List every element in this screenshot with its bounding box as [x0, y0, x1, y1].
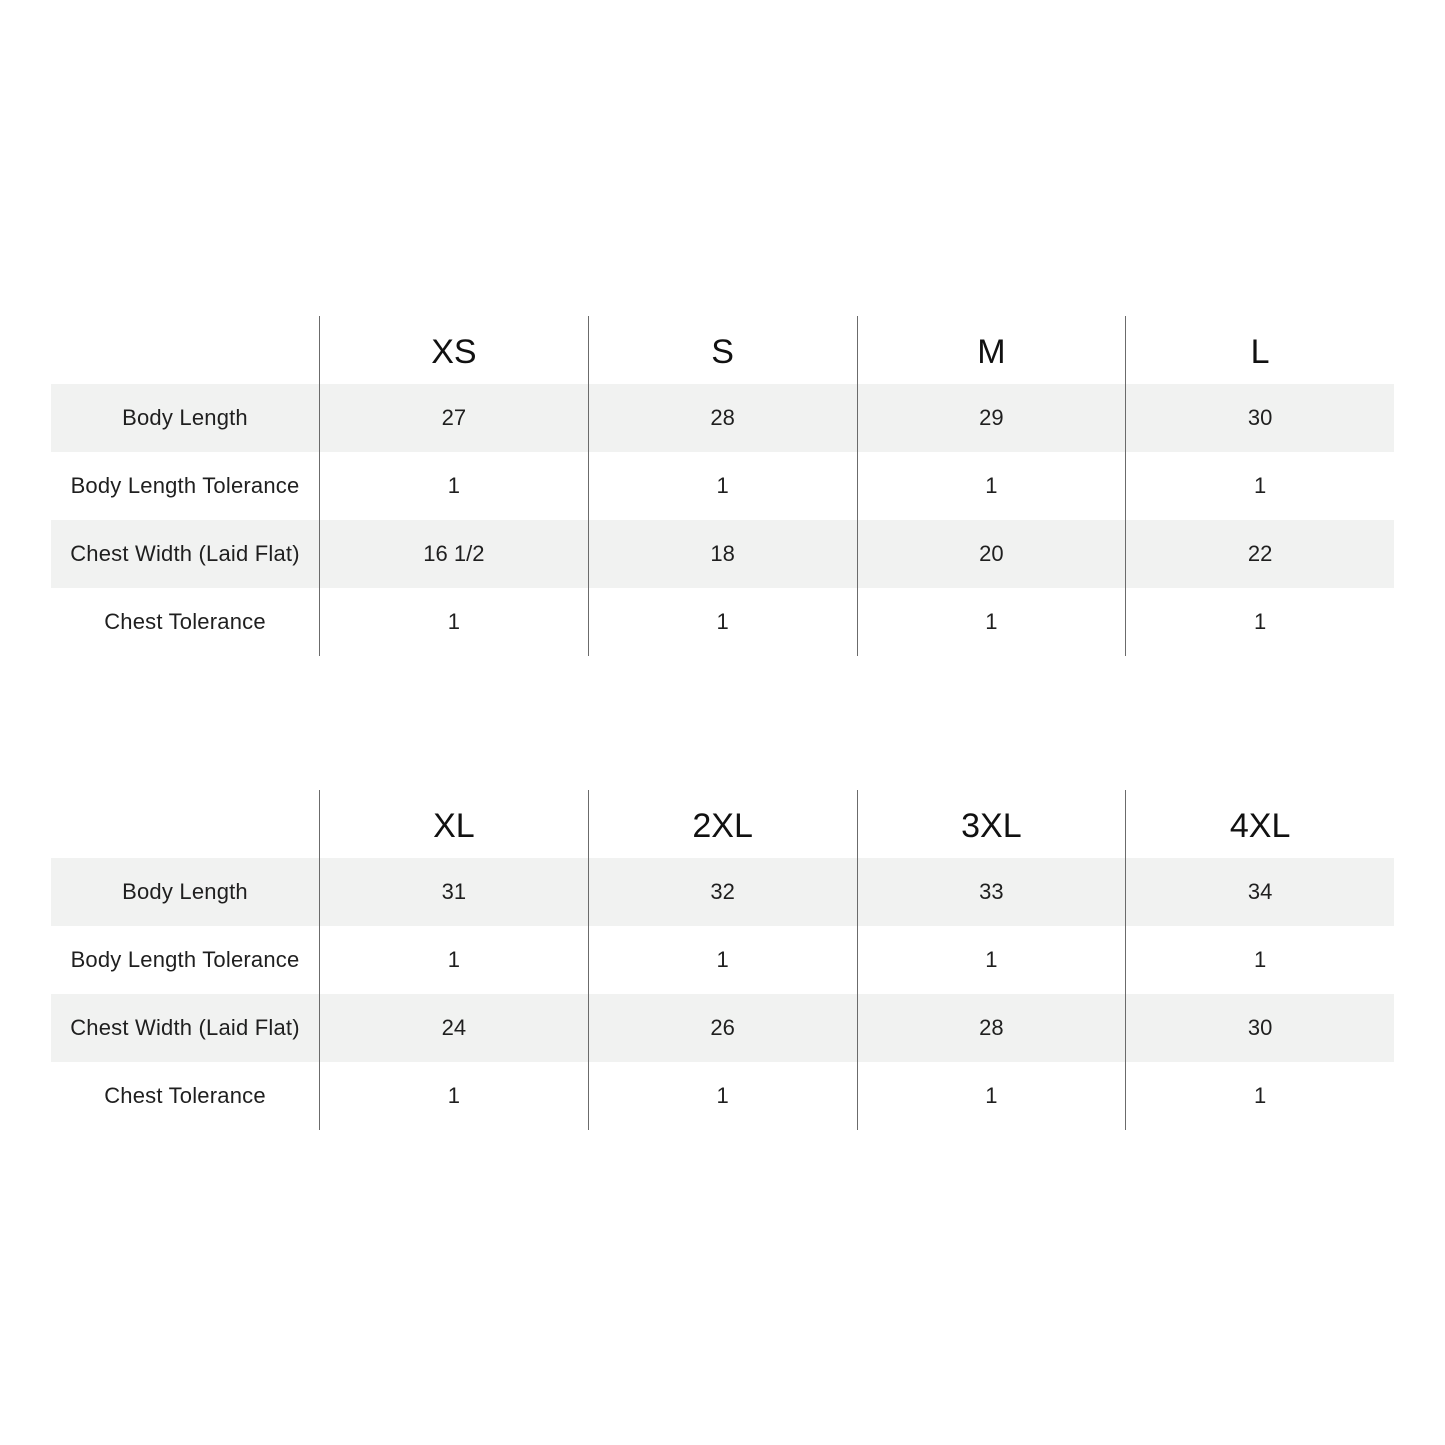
table-row-chest-width	[51, 520, 1394, 588]
table-cell: 1	[319, 1062, 588, 1130]
row-label: Chest Width (Laid Flat)	[70, 1015, 300, 1040]
size-header-row	[51, 316, 1394, 384]
table-cell: 18	[588, 520, 857, 588]
row-label: Body Length	[122, 405, 248, 430]
size-chart-table-1	[51, 316, 1394, 656]
size-header-xl: XL	[319, 790, 588, 858]
size-header-row	[51, 790, 1394, 858]
size-header-2xl: 2XL	[588, 790, 857, 858]
table-cell: 1	[857, 452, 1126, 520]
table-cell: 1	[1125, 926, 1394, 994]
table-cell: 1	[588, 926, 857, 994]
size-header-m: M	[857, 316, 1126, 384]
size-header-s: S	[588, 316, 857, 384]
table-cell: 31	[319, 858, 588, 926]
table-cell: 1	[1125, 588, 1394, 656]
row-label: Body Length	[122, 879, 248, 904]
table-row-chest-tolerance	[51, 588, 1394, 656]
table-cell: 1	[319, 926, 588, 994]
table-cell: 24	[319, 994, 588, 1062]
table-cell: 1	[1125, 452, 1394, 520]
table-cell: 30	[1125, 384, 1394, 452]
size-header-3xl: 3XL	[857, 790, 1126, 858]
table-cell: 1	[588, 452, 857, 520]
table-cell: 1	[857, 588, 1126, 656]
table-row-chest-tolerance	[51, 1062, 1394, 1130]
size-chart-table-2	[51, 790, 1394, 1130]
header-empty-cell	[51, 790, 319, 858]
table-cell: 1	[588, 588, 857, 656]
table-cell: 33	[857, 858, 1126, 926]
table-row-body-length	[51, 384, 1394, 452]
header-empty-cell	[51, 316, 319, 384]
table-cell: 1	[588, 1062, 857, 1130]
table-cell: 1	[857, 1062, 1126, 1130]
row-label: Chest Width (Laid Flat)	[70, 541, 300, 566]
table-cell: 1	[857, 926, 1126, 994]
row-label: Chest Tolerance	[104, 1083, 266, 1108]
table-cell: 30	[1125, 994, 1394, 1062]
table-cell: 20	[857, 520, 1126, 588]
table-cell: 16 1/2	[319, 520, 588, 588]
table-cell: 1	[319, 588, 588, 656]
table-cell: 32	[588, 858, 857, 926]
row-label: Body Length Tolerance	[70, 947, 300, 972]
table-row-body-length-tolerance	[51, 926, 1394, 994]
row-label: Body Length Tolerance	[70, 473, 300, 498]
table-cell: 1	[319, 452, 588, 520]
table-cell: 27	[319, 384, 588, 452]
table-cell: 28	[857, 994, 1126, 1062]
row-label: Chest Tolerance	[104, 609, 266, 634]
table-cell: 28	[588, 384, 857, 452]
size-header-xs: XS	[319, 316, 588, 384]
table-row-body-length	[51, 858, 1394, 926]
size-header-4xl: 4XL	[1125, 790, 1394, 858]
table-cell: 34	[1125, 858, 1394, 926]
table-cell: 29	[857, 384, 1126, 452]
table-cell: 22	[1125, 520, 1394, 588]
table-cell: 1	[1125, 1062, 1394, 1130]
table-row-chest-width	[51, 994, 1394, 1062]
table-row-body-length-tolerance	[51, 452, 1394, 520]
size-header-l: L	[1125, 316, 1394, 384]
table-cell: 26	[588, 994, 857, 1062]
